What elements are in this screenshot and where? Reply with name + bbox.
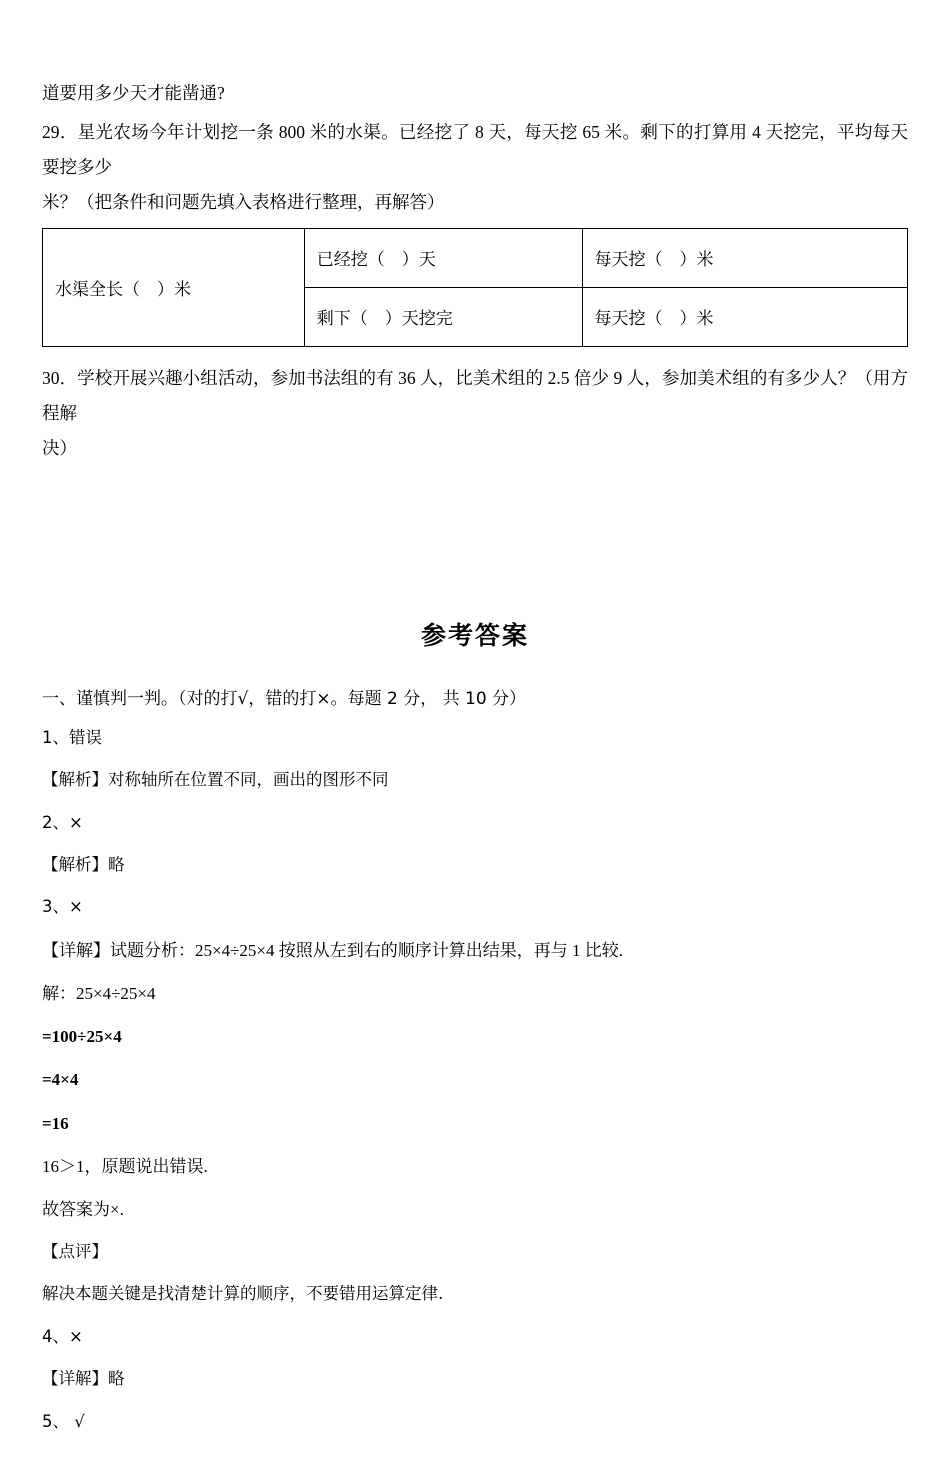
answer-line: 4、×: [42, 1326, 83, 1346]
cell-remaining-per-day: 每天挖（ ）米: [582, 287, 907, 346]
table-row: [43, 228, 908, 287]
cell-dug-per-day: 每天挖（ ）米: [582, 228, 907, 287]
answer-line: =100÷25×4: [42, 1027, 122, 1047]
answer-line: 【解析】对称轴所在位置不同，画出的图形不同: [42, 770, 389, 790]
answer-line: 解决本题关键是找清楚计算的顺序，不要错用运算定律.: [42, 1284, 444, 1304]
answer-line: 16＞1，原题说出错误.: [42, 1156, 208, 1176]
question-29-table: [42, 228, 908, 347]
answer-line: 5、 √: [42, 1411, 85, 1431]
question-30-line1: [42, 361, 908, 431]
question-30-text: 学校开展兴趣小组活动，参加书法组的有 36 人，比美术组的 2.5 倍少 9 人，参加美术组的有多少人？（用方程解: [42, 367, 909, 423]
answers-section-title: 参考答案: [420, 621, 529, 650]
question-29-line2: 米？（把条件和问题先填入表格进行整理，再解答）: [42, 191, 445, 212]
answer-line: 解：25×4÷25×4: [42, 983, 156, 1003]
answer-line: 【点评】: [42, 1242, 108, 1262]
answer-line: 【解析】略: [42, 854, 125, 874]
question-30: [42, 361, 908, 466]
cell-total-length: 水渠全长（ ）米: [43, 228, 305, 346]
question-29-line1: [42, 115, 908, 185]
answer-line: 【详解】略: [42, 1369, 125, 1389]
question-30-line2: 决）: [42, 437, 77, 458]
question-29-text: 星光农场今年计划挖一条 800 米的水渠。已经挖了 8 天，每天挖 65 米。剩下的打算用 4 天挖完，平均每天要挖多少: [42, 121, 909, 177]
answer-line: 3、×: [42, 897, 83, 917]
answer-line: =4×4: [42, 1070, 79, 1090]
answer-line: 故答案为×.: [42, 1199, 124, 1219]
top-fragment-text: 道要用多少天才能凿通?: [42, 83, 225, 103]
answers-section-heading: 一、谨慎判一判。（对的打√，错的打×。每题 2 分， 共 10 分）: [42, 688, 527, 709]
cell-dug-days: 已经挖（ ）天: [304, 228, 582, 287]
question-30-number: 30．: [42, 367, 78, 388]
question-29-number: 29．: [42, 121, 78, 142]
answer-line: 【详解】试题分析：25×4÷25×4 按照从左到右的顺序计算出结果，再与 1 比较.: [42, 940, 624, 960]
answer-line: =16: [42, 1113, 69, 1133]
question-29: [42, 115, 908, 347]
answer-line: 2、×: [42, 812, 83, 832]
cell-remaining-days: 剩下（ ）天挖完: [304, 287, 582, 346]
answer-line: 1、错误: [42, 727, 102, 747]
